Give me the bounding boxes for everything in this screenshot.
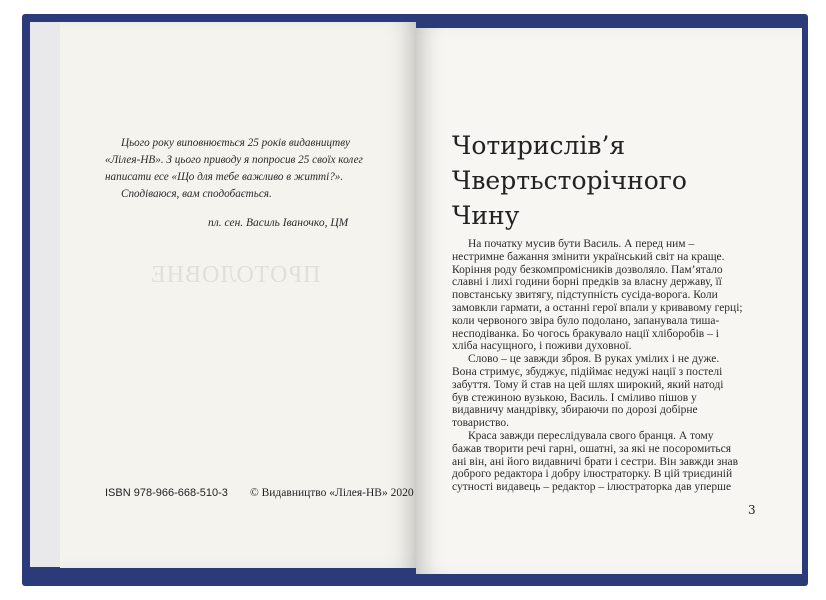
title-line: Чину [452,201,520,230]
epigraph-line: написати есе «Що для тебе важливо в житті?». [105,171,344,183]
epigraph-line: «Лілея-НВ». З цього приводу я попросив 25 своїх колег [105,154,363,166]
body-line: видавничу мандрівку, збираючи по дорозі добірне [452,404,698,417]
body-line: несподіванка. Бо чогось бракувало нації хліборобів – і [452,327,719,340]
body-line: хліба насущного, і поживи духовної. [452,340,632,353]
body-line: сутності видавець – редактор – ілюстраторка дав уперше [452,481,732,494]
isbn: ISBN 978-966-668-510-3 [105,487,228,499]
epigraph [105,135,405,203]
chapter-title [452,128,687,233]
body-line: Краса завжди переслідувала свого бранця. А тому [468,429,714,442]
body-line: бажав творити речі гарні, ошатні, за які не посоромиться [452,442,732,455]
body-line: На початку мусив бути Василь. А перед ним – [468,238,695,250]
title-line: Чвертьсторічного [452,166,687,195]
body-text [452,238,757,494]
epigraph-line: Цього року виповнюється 25 років видавництву [121,137,351,149]
body-line: замовкли гармати, а останні герої впали у кривавому герці; [452,301,743,314]
bleed-through-text: ПРОТОЛОВНЕ [150,262,321,288]
body-line: Вона стримує, збуджує, підіймає недужі нації з постелі [452,365,723,378]
epigraph-line: Сподіваюся, вам сподобається. [121,188,272,200]
body-line: забуття. Тому й став на цей шлях широкий, який натоді [452,378,724,391]
body-line: Слово – це завжди зброя. В руках умілих і не дуже. [468,353,720,366]
signature: пл. сен. Василь Іваночко, ЦМ [208,217,349,229]
body-line: доброго редактора і добру ілюстраторку. В цій триєдиній [452,468,733,481]
body-line: ані він, ані його видавничі брати і сестри. Він завжди знав [452,455,739,468]
title-line: Чотирислів’я [452,131,626,160]
body-line: був стежиною вузькою, Василь. І сміливо пішов у [452,391,697,404]
copyright: © Видавництво «Лілея-НВ» 2020 [250,487,414,499]
body-line: славні і лихі години борні предків за власну державу, її [452,276,722,289]
body-line: нестримне бажання змінити український світ на краще. [452,250,725,263]
page-number: 3 [748,503,756,517]
body-line: повстанську звитягу, підступність сусіда-ворога. Коли [452,289,718,302]
body-line: коли червоного звіра було подолано, запанувала тиша- [452,314,720,327]
body-line: товариство. [452,417,510,430]
body-line: Коріння роду безкомпромісників дозволяло. Пам’ятало [452,263,723,276]
